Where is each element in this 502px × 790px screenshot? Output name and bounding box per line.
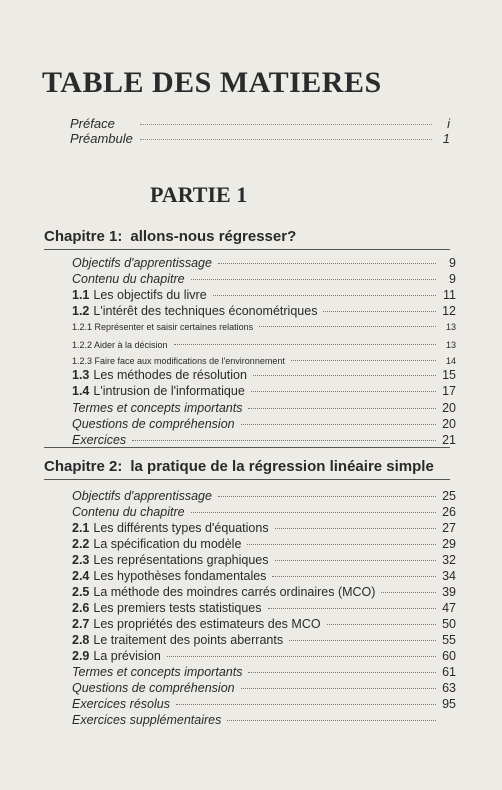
dot-leader bbox=[272, 576, 436, 577]
entry-page: 9 bbox=[449, 256, 456, 270]
dot-leader bbox=[174, 344, 436, 345]
toc-entry bbox=[72, 568, 456, 584]
entry-number: 2.1 bbox=[72, 521, 90, 535]
chapter-1-heading bbox=[44, 228, 450, 250]
entry-page: 13 bbox=[445, 322, 456, 332]
dot-leader bbox=[241, 688, 436, 689]
entry-page: 61 bbox=[442, 665, 456, 679]
dot-leader bbox=[218, 263, 436, 264]
dot-leader bbox=[259, 326, 436, 327]
dot-leader bbox=[268, 608, 436, 609]
entry-number: 2.3 bbox=[72, 553, 90, 567]
toc-entry bbox=[72, 287, 456, 303]
front-matter-page: 1 bbox=[442, 131, 450, 146]
entry-page: 9 bbox=[449, 272, 456, 286]
entry-number: 1.1 bbox=[72, 288, 90, 302]
entry-number: 2.6 bbox=[72, 601, 90, 615]
entry-label: Exercices supplémentaires bbox=[72, 713, 222, 727]
toc-entry bbox=[72, 520, 456, 536]
toc-entry bbox=[72, 383, 456, 399]
entry-label: Contenu du chapitre bbox=[72, 505, 185, 519]
entry-label: Exercices bbox=[72, 433, 127, 447]
entry-number: 2.8 bbox=[72, 633, 90, 647]
entry-label: Les hypothèses fondamentales bbox=[93, 569, 267, 583]
dot-leader bbox=[167, 656, 436, 657]
entry-label: Le traitement des points aberrants bbox=[93, 633, 284, 647]
entry-label: 1.2.1 Représenter et saisir certaines relations bbox=[72, 322, 254, 332]
toc-entry bbox=[72, 367, 456, 383]
entry-page: 20 bbox=[442, 417, 456, 431]
dot-leader bbox=[381, 592, 436, 593]
entry-label: Exercices résolus bbox=[72, 697, 170, 711]
dot-leader bbox=[248, 408, 436, 409]
entry-number: 2.4 bbox=[72, 569, 90, 583]
entry-label: Questions de compréhension bbox=[72, 681, 235, 695]
dot-leader bbox=[275, 528, 436, 529]
dot-leader bbox=[227, 720, 436, 721]
toc-entry bbox=[72, 504, 456, 520]
dot-leader bbox=[241, 424, 436, 425]
chapter-number: Chapitre 1: bbox=[44, 228, 123, 245]
chapter-number: Chapitre 2: bbox=[44, 458, 123, 475]
toc-entry bbox=[72, 632, 456, 648]
toc-entry bbox=[72, 648, 456, 664]
entry-label: La prévision bbox=[93, 649, 161, 663]
entry-label: 1.2.2 Aider à la décision bbox=[72, 340, 168, 350]
page-title: TABLE DES MATIERES bbox=[42, 66, 382, 99]
entry-page: 60 bbox=[442, 649, 456, 663]
toc-entry bbox=[72, 255, 456, 271]
entry-label: La méthode des moindres carrés ordinaires (MCO) bbox=[93, 585, 376, 599]
entry-page: 25 bbox=[442, 489, 456, 503]
entry-page: 39 bbox=[442, 585, 456, 599]
entry-label: Les méthodes de résolution bbox=[93, 368, 247, 382]
dot-leader bbox=[323, 311, 436, 312]
dot-leader bbox=[247, 544, 436, 545]
entry-label: Questions de compréhension bbox=[72, 417, 235, 431]
front-matter-label: Préface bbox=[70, 116, 115, 131]
chapter-title: la pratique de la régression linéaire simple bbox=[130, 458, 434, 475]
toc-entry bbox=[72, 536, 456, 552]
toc-entry bbox=[72, 488, 456, 504]
entry-label: L'intérêt des techniques économétriques bbox=[93, 304, 318, 318]
toc-entry bbox=[72, 712, 456, 728]
dot-leader bbox=[218, 496, 436, 497]
dot-leader bbox=[132, 440, 436, 441]
chapter-2-heading bbox=[44, 458, 450, 480]
dot-leader bbox=[248, 672, 436, 673]
entry-label: Objectifs d'apprentissage bbox=[72, 256, 212, 270]
entry-page: 63 bbox=[442, 681, 456, 695]
entry-label: Objectifs d'apprentissage bbox=[72, 489, 212, 503]
dot-leader bbox=[140, 124, 432, 125]
entry-page: 47 bbox=[442, 601, 456, 615]
entry-label: Termes et concepts importants bbox=[72, 665, 243, 679]
entry-number: 1.2 bbox=[72, 304, 90, 318]
front-matter-page: i bbox=[447, 116, 450, 131]
entry-label: La spécification du modèle bbox=[93, 537, 242, 551]
entry-number: 2.7 bbox=[72, 617, 90, 631]
dot-leader bbox=[191, 279, 436, 280]
toc-entry bbox=[72, 584, 456, 600]
dot-leader bbox=[327, 624, 436, 625]
entry-number: 2.2 bbox=[72, 537, 90, 551]
front-matter-label: Préambule bbox=[70, 131, 133, 146]
entry-page: 13 bbox=[445, 340, 456, 350]
toc-entry bbox=[72, 616, 456, 632]
toc-entry bbox=[72, 319, 456, 335]
entry-page: 29 bbox=[442, 537, 456, 551]
entry-number: 1.4 bbox=[72, 384, 90, 398]
entry-page: 20 bbox=[442, 401, 456, 415]
dot-leader bbox=[289, 640, 436, 641]
dot-leader bbox=[213, 295, 436, 296]
entry-label: Les premiers tests statistiques bbox=[93, 601, 262, 615]
chapter-title: allons-nous régresser? bbox=[130, 228, 297, 245]
dot-leader bbox=[291, 360, 436, 361]
toc-entry bbox=[72, 400, 456, 416]
entry-label: Termes et concepts importants bbox=[72, 401, 243, 415]
entry-label: L'intrusion de l'informatique bbox=[93, 384, 245, 398]
dot-leader bbox=[140, 139, 432, 140]
entry-page: 50 bbox=[442, 617, 456, 631]
entry-page: 21 bbox=[442, 433, 456, 447]
entry-label: Les représentations graphiques bbox=[93, 553, 269, 567]
toc-entry bbox=[72, 600, 456, 616]
toc-entry bbox=[72, 271, 456, 287]
entry-page: 14 bbox=[445, 356, 456, 366]
entry-page: 15 bbox=[442, 368, 456, 382]
entry-page: 95 bbox=[442, 697, 456, 711]
entry-page: 55 bbox=[442, 633, 456, 647]
toc-entry bbox=[72, 416, 456, 432]
entry-number: 2.5 bbox=[72, 585, 90, 599]
entry-page: 17 bbox=[442, 384, 456, 398]
entry-label: Contenu du chapitre bbox=[72, 272, 185, 286]
toc-entry bbox=[72, 552, 456, 568]
dot-leader bbox=[251, 391, 436, 392]
entry-page: 32 bbox=[442, 553, 456, 567]
dot-leader bbox=[275, 560, 436, 561]
entry-page: 27 bbox=[442, 521, 456, 535]
toc-entry bbox=[72, 337, 456, 353]
toc-entry bbox=[72, 680, 456, 696]
entry-label: Les propriétés des estimateurs des MCO bbox=[93, 617, 321, 631]
front-matter-preambule bbox=[70, 131, 450, 146]
entry-page: 11 bbox=[443, 288, 456, 302]
dot-leader bbox=[253, 375, 436, 376]
chapter-1-end-rule bbox=[44, 447, 450, 448]
dot-leader bbox=[176, 704, 436, 705]
dot-leader bbox=[191, 512, 436, 513]
toc-entry bbox=[72, 432, 456, 448]
entry-page: 34 bbox=[442, 569, 456, 583]
toc-entry bbox=[72, 303, 456, 319]
front-matter-preface bbox=[70, 116, 450, 131]
entry-label: 1.2.3 Faire face aux modifications de l'environnement bbox=[72, 356, 285, 366]
entry-page: 26 bbox=[442, 505, 456, 519]
entry-label: Les différents types d'équations bbox=[93, 521, 269, 535]
toc-entry bbox=[72, 696, 456, 712]
part-title: PARTIE 1 bbox=[150, 182, 248, 207]
entry-label: Les objectifs du livre bbox=[93, 288, 207, 302]
entry-number: 1.3 bbox=[72, 368, 90, 382]
entry-page: 12 bbox=[442, 304, 456, 318]
entry-number: 2.9 bbox=[72, 649, 90, 663]
toc-entry bbox=[72, 664, 456, 680]
